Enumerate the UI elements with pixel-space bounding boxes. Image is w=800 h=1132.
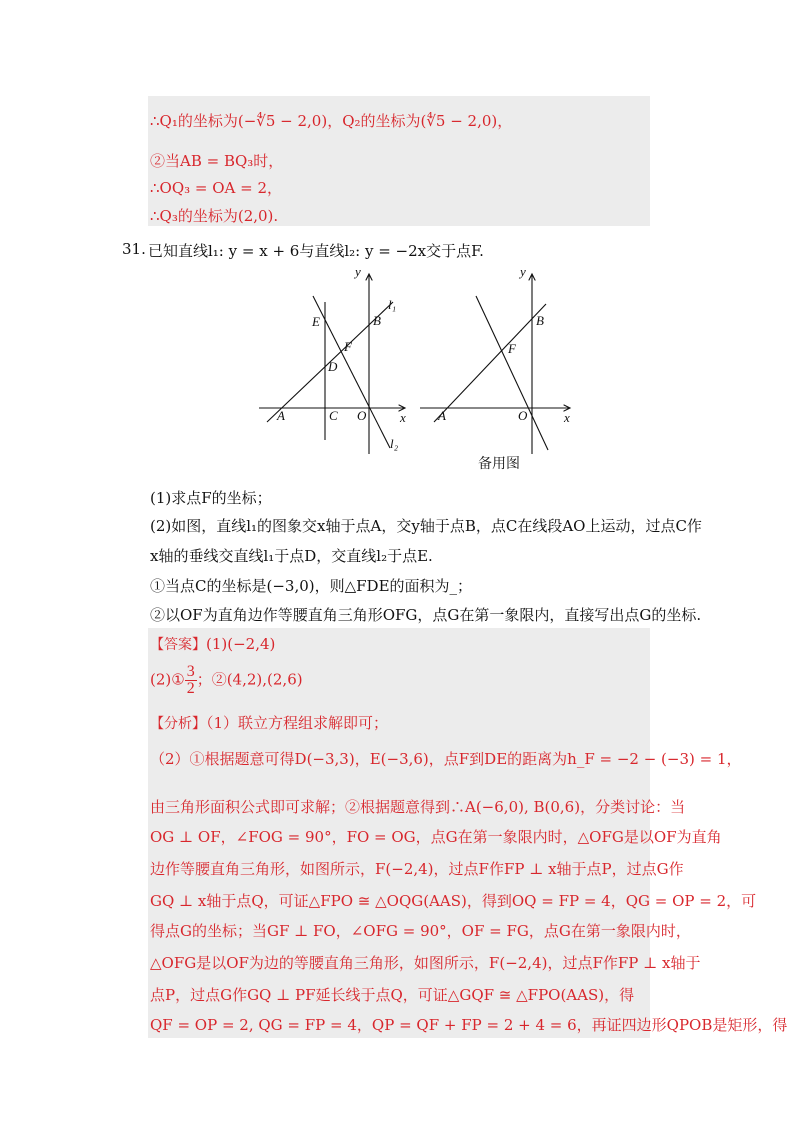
answer-part2-prefix: (2)① [150, 670, 185, 689]
analysis-line-1 [150, 712, 388, 733]
analysis-line-9: 点P，过点G作GQ ⊥ PF延长线于点Q，可证△GQF ≅ △FPO(AAS)，得 [150, 986, 635, 1004]
label-y: y [520, 264, 526, 279]
question-part2-d: ②以OF为直角边作等腰直角三角形OFG，点G在第一象限内，直接写出点G的坐标. [150, 606, 702, 624]
graph-spare [420, 262, 585, 462]
question-part2-a: (2)如图，直线l₁的图象交x轴于点A，交y轴于点B，点C在线段AO上运动，过点C作 [150, 517, 702, 535]
line-l1 [434, 304, 546, 422]
analysis-line-2: （2）①根据题意可得D(−3,3)，E(−3,6)，点F到DE的距离为h_F = −2 − (−3) = 1， [150, 750, 742, 768]
label-F: F [344, 339, 352, 354]
analysis-line-8: △OFG是以OF为边的等腰直角三角形，如图所示，F(−2,4)，过点F作FP ⊥ x轴于 [150, 954, 701, 972]
graph-main [255, 262, 420, 462]
question-part1: (1)求点F的坐标； [150, 489, 272, 507]
label-x: x [400, 410, 406, 425]
answer-part1: (1)(−2,4) [206, 635, 276, 653]
fraction-numerator: 3 [186, 663, 195, 680]
question-number: 31. [122, 240, 146, 258]
answer-line-1 [150, 634, 275, 654]
solution-line-q1q2: ∴Q₁的坐标为(−∜5 − 2,0)，Q₂的坐标为(∜5 − 2,0)， [150, 112, 513, 130]
solution-line-q3: ∴Q₃的坐标为(2,0). [150, 207, 279, 225]
graph-caption: 备用图 [478, 456, 520, 472]
analysis-line-6: GQ ⊥ x轴于点Q，可证△FPO ≅ △OQG(AAS)，得到OQ = FP = 4，QG = OP = 2，可 [150, 892, 757, 910]
analysis-line-4: OG ⊥ OF，∠FOG = 90°，FO = OG，点G在第一象限内时，△OFG是以OF为直角 [150, 828, 722, 846]
label-F: F [508, 341, 516, 356]
label-C: C [329, 408, 338, 423]
label-l1: l₁ [388, 297, 397, 312]
answer-fraction [185, 664, 197, 697]
label-B: B [373, 313, 381, 328]
analysis-tag: 【分析】 [150, 716, 206, 732]
answer-line-2 [150, 664, 303, 697]
answer-part2-suffix: ；②(4,2),(2,6) [196, 670, 303, 689]
fraction-denominator: 2 [186, 680, 195, 697]
question-part2-b: x轴的垂线交直线l₁于点D，交直线l₂于点E. [150, 547, 433, 565]
label-B: B [536, 313, 544, 328]
label-l2: l₂ [390, 436, 399, 451]
label-A: A [438, 408, 446, 423]
label-E: E [312, 314, 320, 329]
label-O: O [518, 408, 528, 423]
analysis-line-5: 边作等腰直角三角形，如图所示，F(−2,4)，过点F作FP ⊥ x轴于点P，过点G作 [150, 860, 684, 878]
analysis-line-3: 由三角形面积公式即可求解；②根据题意得到∴A(−6,0), B(0,6)，分类讨论：当 [150, 798, 686, 816]
question-stem: 已知直线l₁: y = x + 6与直线l₂: y = −2x交于点F. [148, 242, 484, 260]
label-A: A [277, 408, 285, 423]
label-x: x [564, 410, 570, 425]
solution-line-oq3: ∴OQ₃ = OA = 2， [150, 179, 283, 197]
analysis-line-7: 得点G的坐标；当GF ⊥ FO，∠OFG = 90°，OF = FG，点G在第一象限内时， [150, 922, 691, 940]
analysis-text-1: （1）联立方程组求解即可； [206, 714, 389, 732]
answer-tag: 【答案】 [150, 637, 206, 653]
solution-line-case2: ②当AB = BQ₃时， [150, 152, 284, 170]
analysis-line-10: QF = OP = 2, QG = FP = 4，QP = QF + FP = 2 + 4 = 6，再证四边形QPOB是矩形，得 [150, 1016, 788, 1034]
question-part2-c: ①当点C的坐标是(−3,0)，则△FDE的面积为_； [150, 577, 473, 595]
label-O: O [357, 408, 367, 423]
label-D: D [328, 359, 338, 374]
label-y: y [355, 264, 361, 279]
